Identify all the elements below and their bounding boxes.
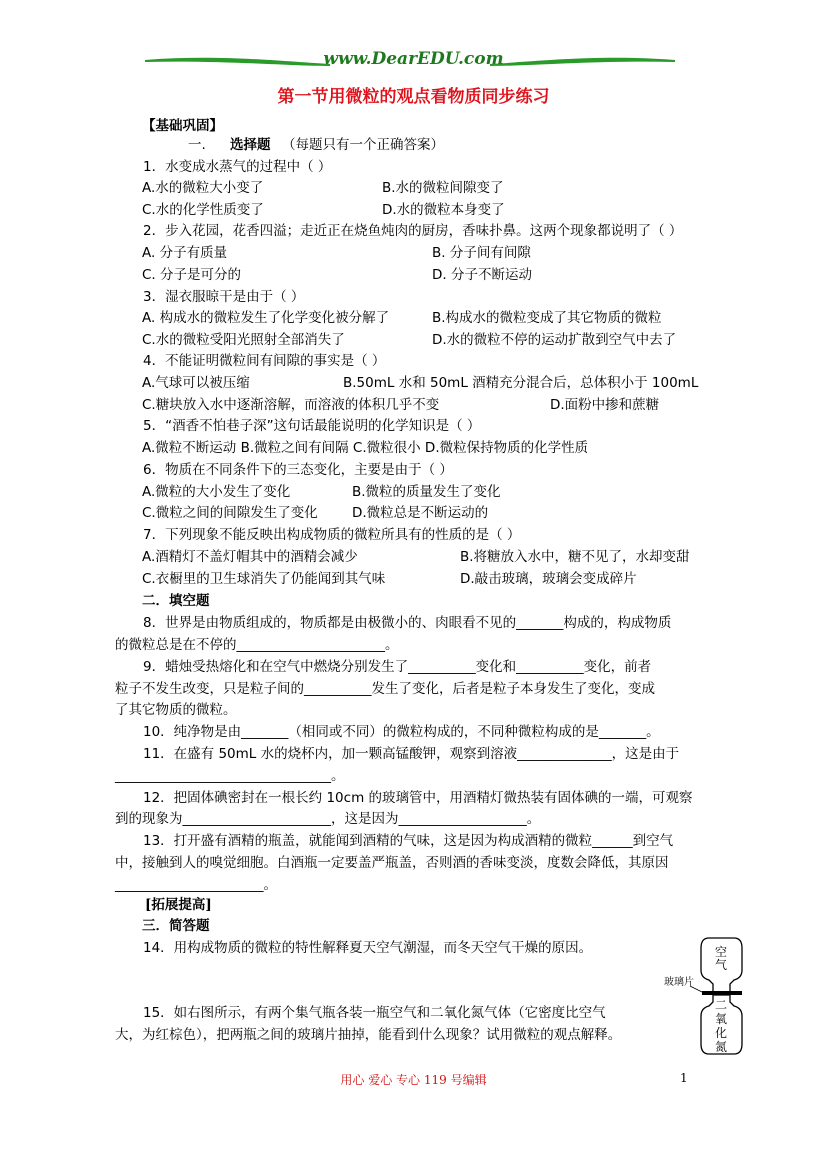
question-12-line1: 12．把固体碘密封在一根长约 10cm 的玻璃管中，用酒精灯微热装有固体碘的一端，可观察 [143,790,693,806]
question-13-line2: 中，接触到人的嗅觉细胞。白酒瓶一定要盖严瓶盖，否则酒的香味变淡，度数会降低，其原因 [115,855,669,871]
section-extend: [拓展提高] [145,897,212,913]
question-5: 5．“酒香不怕巷子深”这句话最能说明的化学知识是（ ） [143,418,481,434]
q2-option-c: C. 分子是可分的 [142,267,242,283]
q1-option-c: C.水的化学性质变了 [142,202,264,218]
question-9-line1: 9．蜡烛受热熔化和在空气中燃烧分别发生了__________变化和__________变化，前者 [143,659,652,675]
q7-option-c: C.衣橱里的卫生球消失了仍能闻到其气味 [142,571,386,587]
question-9-line2: 粒子不发生改变，只是粒子间的__________发生了变化，后者是粒子本身发生了变化，变成 [115,681,655,697]
question-13-line1: 13．打开盛有酒精的瓶盖，就能闻到酒精的气味，这是因为构成酒精的微粒______到空气 [143,833,674,849]
q1-option-d: D.水的微粒本身变了 [382,202,505,218]
question-13-line3: ______________________。 [115,877,277,893]
question-15-line1: 15．如右图所示，有两个集气瓶各装一瓶空气和二氧化氮气体（它密度比空气 [143,1005,606,1021]
q1-option-a: A.水的微粒大小变了 [142,180,264,196]
q4-option-a: A.气球可以被压缩 [142,375,250,391]
q6-option-b: B.微粒的质量发生了变化 [352,484,501,500]
q4-option-b: B.50mL 水和 50mL 酒精充分混合后，总体积小于 100mL [343,375,699,391]
q6-option-a: A.微粒的大小发生了变化 [142,484,291,500]
part1-title: 选择题 [230,137,271,153]
site-url[interactable]: www.DearEDU.com [323,49,504,69]
q4-option-d: D.面粉中掺和蔗糖 [550,397,660,413]
label-glass-plate: 玻璃片 [664,977,694,988]
question-11-line1: 11．在盛有 50mL 水的烧杯内，加一颗高锰酸钾，观察到溶液______________，这是由于 [143,746,680,762]
question-10: 10．纯净物是由_______（相同或不同）的微粒构成的，不同种微粒构成的是_______。 [143,724,660,740]
q3-option-b: B.构成水的微粒变成了其它物质的微粒 [432,310,662,326]
q3-option-d: D.水的微粒不停的运动扩散到空气中去了 [432,332,677,348]
footer-text: 用心 爱心 专心 119 号编辑 [340,1073,487,1087]
question-7: 7．下列现象不能反映出构成物质的微粒所具有的性质的是（ ） [143,527,521,543]
question-8-line2: 的微粒总是在不停的______________________。 [115,637,399,653]
q5-options: A.微粒不断运动 B.微粒之间有间隔 C.微粒很小 D.微粒保持物质的化学性质 [142,440,589,456]
section-basic: 【基础巩固】 [142,118,223,134]
question-11-line2: ________________________________。 [115,768,345,784]
q7-option-a: A.酒精灯不盖灯帽其中的酒精会减少 [142,549,358,565]
question-9-line3: 了其它物质的微粒。 [115,702,237,718]
question-4: 4．不能证明微粒间有间隙的事实是（ ） [143,353,386,369]
section-part3: 三．简答题 [142,918,210,934]
question-3: 3．湿衣服晾干是由于（ ） [143,289,305,305]
q2-option-b: B. 分子间有间隙 [432,245,531,261]
section-part2: 二．填空题 [142,593,210,609]
q1-option-b: B.水的微粒间隙变了 [382,180,504,196]
label-no2: 二 氧 化 氮 [714,998,727,1054]
q6-option-c: C.微粒之间的间隙发生了变化 [142,505,318,521]
question-1: 1．水变成水蒸气的过程中（ ） [143,159,332,175]
question-15-line2: 大，为红棕色），把两瓶之间的玻璃片抽掉，能看到什么现象？试用微粒的观点解释。 [115,1027,622,1043]
q2-option-d: D. 分子不断运动 [432,267,532,283]
q4-option-c: C.糖块放入水中逐渐溶解，而溶液的体积几乎不变 [142,397,440,413]
q7-option-d: D.敲击玻璃，玻璃会变成碎片 [460,571,637,587]
q3-option-a: A. 构成水的微粒发生了化学变化被分解了 [142,310,390,326]
label-air: 空 气 [714,945,727,972]
part1-note: （每题只有一个正确答案） [282,137,444,153]
q7-option-b: B.将糖放入水中，糖不见了，水却变甜 [460,549,690,565]
question-14: 14．用构成物质的微粒的特性解释夏天空气潮湿，而冬天空气干燥的原因。 [143,940,593,956]
q2-option-a: A. 分子有质量 [142,245,228,261]
q3-option-c: C.水的微粒受阳光照射全部消失了 [142,332,345,348]
q6-option-d: D.微粒总是不断运动的 [352,505,489,521]
part1-number: 一. [188,137,206,153]
question-6: 6．物质在不同条件下的三态变化，主要是由于（ ） [143,462,453,478]
page-title: 第一节用微粒的观点看物质同步练习 [277,87,550,107]
page-number: 1 [680,1071,688,1085]
question-2: 2．步入花园，花香四溢；走近正在烧鱼炖肉的厨房，香味扑鼻。这两个现象都说明了（ ） [143,223,683,239]
question-8-line1: 8．世界是由物质组成的，物质都是由极微小的、肉眼看不见的_______构成的，构成物质 [143,615,672,631]
gas-bottles-figure [662,936,748,1058]
question-12-line2: 到的现象为______________________，这是因为___________________。 [115,811,541,827]
